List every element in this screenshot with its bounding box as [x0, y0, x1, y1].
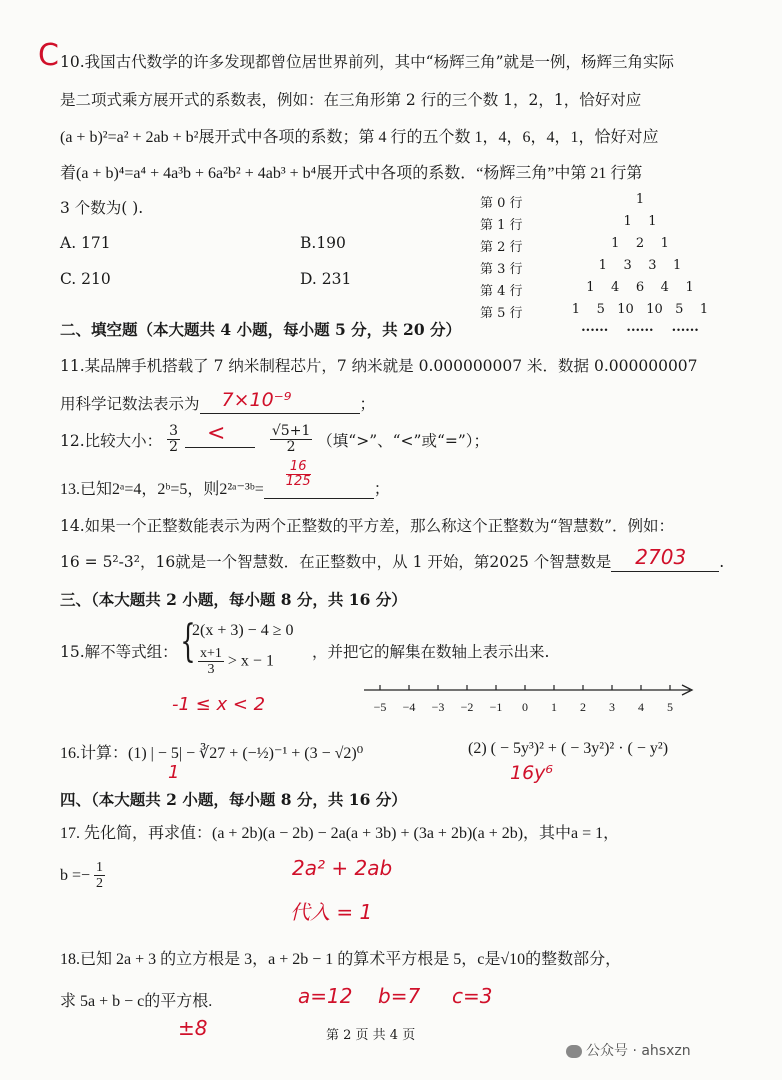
q13 [60, 459, 390, 499]
q12-prefix: 12.比较大小： [60, 431, 163, 450]
q11-line1: 11.某品牌手机搭载了 7 纳米制程芯片，7 纳米就是 0.000000007 米．数据 0.000000007 [60, 357, 698, 375]
handwritten-a: a=12 [298, 984, 353, 1008]
b-prefix: b =− [60, 866, 91, 884]
number-line-tick-label: 5 [667, 700, 673, 714]
numerator: √5+1 [271, 423, 311, 439]
section-heading-2: 二、填空题（本大题共 4 小题，每小题 5 分，共 20 分） [60, 320, 462, 339]
q10-option-c: C. 210 [60, 270, 111, 288]
answer-denominator: 125 [285, 473, 311, 489]
number-line-tick-label: 1 [551, 700, 557, 714]
numerator: 3 [169, 423, 179, 439]
q14-line1: 14.如果一个正整数能表示为两个正整数的平方差，那么称这个正整数为“智慧数”．例如： [60, 517, 675, 535]
q10-line1: 10.我国古代数学的许多发现都曾位居世界前列，其中“杨辉三角”就是一例，杨辉三角实际 [60, 53, 675, 71]
handwritten-evaluated: 代入 = 1 [290, 900, 373, 924]
denominator: 2 [286, 439, 296, 456]
handwritten-b: b=7 [378, 984, 421, 1008]
q17-b-value [60, 860, 105, 892]
triangle-row: 1 3 3 1 [598, 258, 682, 273]
handwritten-answer-1: 1 [168, 762, 180, 783]
answer-blank [264, 459, 374, 499]
q10-option-b: B.190 [300, 234, 346, 252]
triangle-label: 第 0 行 [480, 196, 523, 211]
section-heading-3: 三、（本大题共 2 小题，每小题 8 分，共 16 分） [60, 590, 407, 609]
q12 [60, 421, 490, 456]
q15-inequality-1: 2(x + 3) − 4 ≥ 0 [192, 622, 294, 639]
q14-line2 [60, 545, 725, 572]
triangle-label: 第 4 行 [480, 284, 523, 299]
number-line-tick-label: 0 [522, 700, 528, 714]
handwritten-answer: 2703 [635, 545, 687, 569]
q12-suffix: （填“>”、“<”或“=”）； [317, 431, 490, 450]
q18-line2: 求 5a + b − c的平方根. [60, 993, 213, 1010]
number-line-tick-label: −1 [489, 700, 503, 714]
triangle-row: 1 [635, 192, 645, 207]
handwritten-simplified: 2a² + 2ab [292, 856, 393, 880]
inequality-rest: > x − 1 [227, 652, 274, 670]
triangle-row: 1 1 [623, 214, 657, 229]
q15-inequality-2 [198, 646, 274, 678]
q10-line3: (a + b)²=a² + 2ab + b²展开式中各项的系数；第 4 行的五个数 1，4，6，4，1，恰好对应 [60, 129, 659, 146]
q10-option-a: A. 171 [60, 234, 111, 252]
watermark-text: 公众号 · ahsxzn [586, 1043, 691, 1059]
handwritten-answer: 7×10⁻⁹ [221, 389, 292, 411]
q16-part2: (2) ( − 5y³)² + ( − 3y²)² · ( − y²) [468, 740, 669, 757]
number-line-tick-label: −5 [373, 700, 387, 714]
numerator: x+1 [200, 646, 222, 661]
triangle-row: 1 4 6 4 1 [586, 280, 694, 295]
number-line-tick-label: −3 [431, 700, 445, 714]
wechat-icon [566, 1045, 582, 1058]
answer-numerator: 16 [286, 460, 311, 475]
denominator: 2 [169, 439, 179, 456]
q10-line5: 3 个数为( ). [60, 199, 144, 217]
triangle-dots: ...... ...... ...... [581, 320, 699, 335]
handwritten-answer-2: 16y⁶ [510, 762, 554, 784]
system-brace: { [180, 616, 196, 667]
fraction-three-halves [167, 424, 180, 456]
q10-line4: 着(a + b)⁴=a⁴ + 4a³b + 6a²b² + 4ab³ + b⁴展开式中各项的系数．“杨辉三角”中第 21 行第 [60, 165, 643, 182]
fraction-golden [270, 424, 312, 456]
number-line-tick-label: 3 [609, 700, 615, 714]
handwritten-answer: < [206, 421, 226, 447]
page-footer: 第 2 页 共 4 页 [326, 1028, 416, 1043]
q13-text: 13.已知2ᵃ=4，2ᵇ=5，则2²ᵃ⁻³ᵇ= [60, 481, 264, 498]
fraction [94, 860, 105, 892]
number-line-tick-label: −2 [460, 700, 474, 714]
q11-text: 用科学记数法表示为 [60, 395, 200, 413]
q15-suffix: ，并把它的解集在数轴上表示出来. [312, 643, 550, 661]
q17-line1: 17. 先化简，再求值：(a + 2b)(a − 2b) − 2a(a + 3b) + (3a + 2b)(a + 2b)，其中a = 1， [60, 825, 620, 842]
answer-blank [200, 389, 360, 414]
denominator: 3 [207, 662, 215, 678]
triangle-label: 第 2 行 [480, 240, 523, 255]
handwritten-c: c=3 [452, 984, 493, 1008]
q10-line2: 是二项式乘方展开式的系数表，例如：在三角形第 2 行的三个数 1，2，1，恰好对应 [60, 91, 642, 109]
triangle-label: 第 1 行 [480, 218, 523, 233]
handwritten-answer: -1 ≤ x < 2 [172, 694, 266, 715]
q11-end: ； [359, 395, 376, 413]
grade-mark: C [38, 38, 59, 73]
q15-prefix: 15.解不等式组： [60, 643, 178, 661]
handwritten-fraction [286, 460, 311, 488]
q16-part1: 16.计算：(1) | − 5| − ∛27 + (−½)⁻¹ + (3 − √2)⁰ [60, 745, 364, 762]
triangle-row: 1 2 1 [611, 236, 669, 251]
q13-end: ； [373, 481, 390, 498]
q10-option-d: D. 231 [300, 270, 352, 288]
q18-line1: 18.已知 2a + 3 的立方根是 3，a + 2b − 1 的算术平方根是 5，c是√10的整数部分， [60, 951, 622, 968]
number-line-tick-label: −4 [402, 700, 416, 714]
denominator: 2 [96, 876, 104, 892]
answer-blank [185, 421, 255, 448]
triangle-label: 第 3 行 [480, 262, 523, 277]
number-line-tick-label: 2 [580, 700, 586, 714]
handwritten-root: ±8 [178, 1016, 208, 1040]
numerator: 1 [96, 860, 104, 875]
number-line-tick-label: 4 [638, 700, 644, 714]
q14-end: . [719, 553, 725, 571]
fraction [198, 646, 224, 678]
triangle-label: 第 5 行 [480, 306, 523, 321]
section-heading-4: 四、（本大题共 2 小题，每小题 8 分，共 16 分） [60, 790, 407, 809]
q11-line2 [60, 389, 376, 414]
q14-text: 16 = 5²-3²，16就是一个智慧数．在正整数中，从 1 开始，第2025 个智慧数是 [60, 553, 612, 571]
triangle-row: 1 5 10 10 5 1 [571, 302, 709, 317]
watermark [566, 1040, 691, 1060]
answer-blank [611, 545, 719, 572]
